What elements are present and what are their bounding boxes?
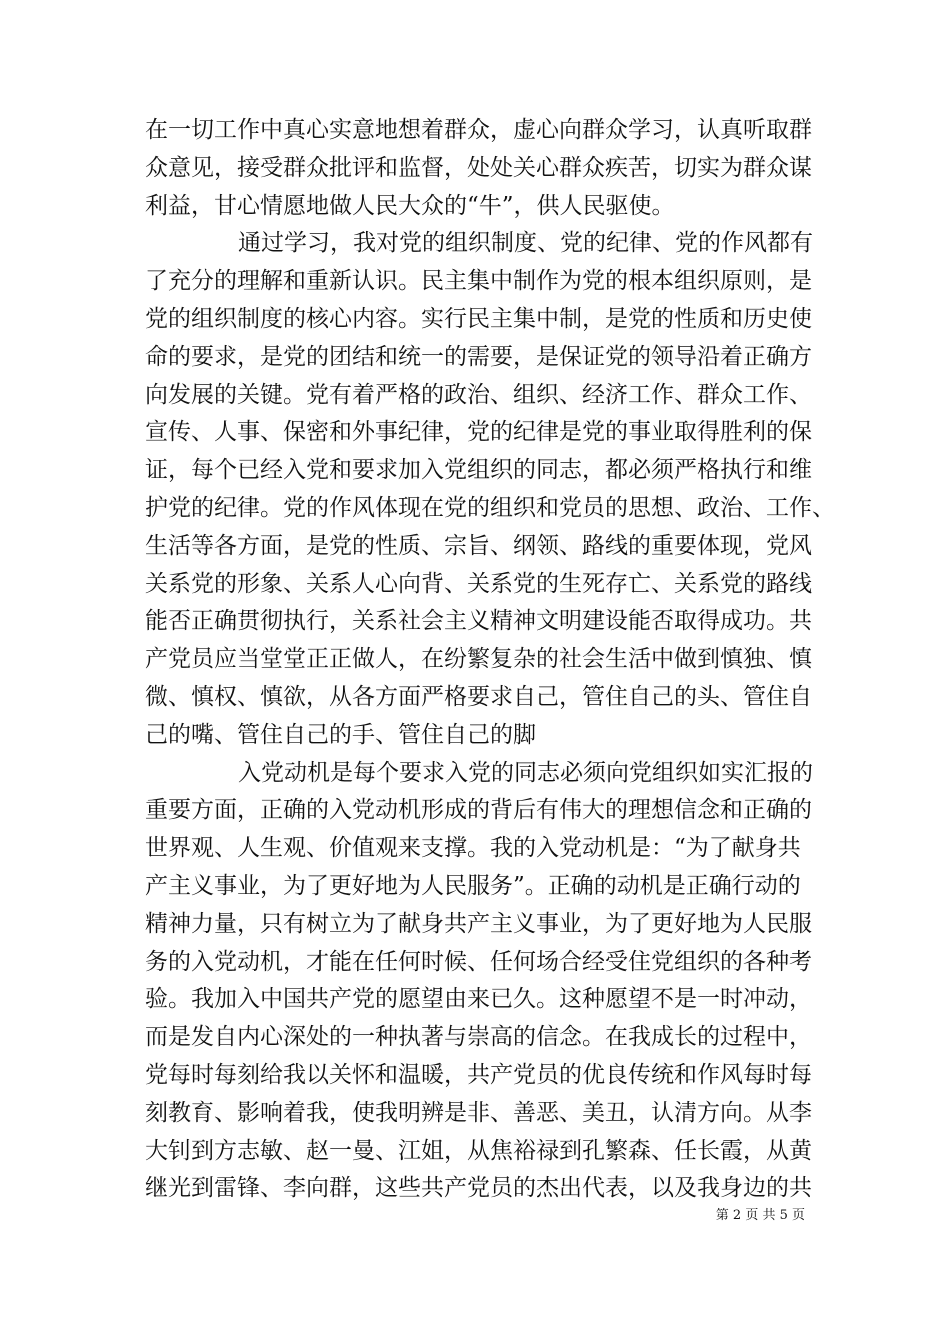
text-line: 党每时每刻给我以关怀和温暖，共产党员的优良传统和作风每时每 — [145, 1061, 812, 1088]
text-line: 关系党的形象、关系人心向背、关系党的生死存亡、关系党的路线 — [145, 570, 812, 597]
text-line: 护党的纪律。党的作风体现在党的组织和党员的思想、政治、工作、 — [145, 494, 835, 521]
text-line: 而是发自内心深处的一种执著与崇高的信念。在我成长的过程中， — [145, 1024, 812, 1051]
text-line: 产党员应当堂堂正正做人，在纷繁复杂的社会生活中做到慎独、慎 — [145, 646, 812, 673]
text-line: 宣传、人事、保密和外事纪律，党的纪律是党的事业取得胜利的保 — [145, 419, 812, 446]
paragraph-start-line: 入党动机是每个要求入党的同志必须向党组织如实汇报的 — [238, 759, 813, 786]
text-line: 了充分的理解和重新认识。民主集中制作为党的根本组织原则，是 — [145, 268, 812, 295]
paragraph-start-line: 通过学习，我对党的组织制度、党的纪律、党的作风都有 — [238, 230, 813, 257]
text-line: 己的嘴、管住自己的手、管住自己的脚 — [145, 721, 536, 748]
text-line: 众意见，接受群众批评和监督，处处关心群众疾苦，切实为群众谋 — [145, 154, 812, 181]
page-number-footer: 第 2 页 共 5 页 — [715, 1208, 805, 1223]
body-text — [145, 112, 835, 1208]
text-line: 向发展的关键。党有着严格的政治、组织、经济工作、群众工作、 — [145, 381, 812, 408]
text-line: 刻教育、影响着我，使我明辨是非、善恶、美丑，认清方向。从李 — [145, 1099, 812, 1126]
text-line: 大钊到方志敏、赵一曼、江姐，从焦裕禄到孔繁森、任长霞，从黄 — [145, 1137, 812, 1164]
text-line: 继光到雷锋、李向群，这些共产党员的杰出代表，以及我身边的共 — [145, 1175, 812, 1202]
text-line: 世界观、人生观、价值观来支撑。我的入党动机是：“为了献身共 — [145, 835, 801, 862]
text-line: 微、慎权、慎欲，从各方面严格要求自己，管住自己的头、管住自 — [145, 683, 812, 710]
text-line: 验。我加入中国共产党的愿望由来已久。这种愿望不是一时冲动， — [145, 986, 812, 1013]
text-line: 生活等各方面，是党的性质、宗旨、纲领、路线的重要体现，党风 — [145, 532, 812, 559]
text-line: 精神力量，只有树立为了献身共产主义事业，为了更好地为人民服 — [145, 910, 812, 937]
text-line: 产主义事业，为了更好地为人民服务”。正确的动机是正确行动的 — [145, 872, 801, 899]
text-line: 利益，甘心情愿地做人民大众的“牛”，供人民驱使。 — [145, 192, 675, 219]
text-line: 重要方面，正确的入党动机形成的背后有伟大的理想信念和正确的 — [145, 797, 812, 824]
text-line: 党的组织制度的核心内容。实行民主集中制，是党的性质和历史使 — [145, 305, 812, 332]
text-line: 在一切工作中真心实意地想着群众，虚心向群众学习，认真听取群 — [145, 117, 812, 143]
text-line: 命的要求，是党的团结和统一的需要，是保证党的领导沿着正确方 — [145, 343, 812, 370]
text-line: 能否正确贯彻执行，关系社会主义精神文明建设能否取得成功。共 — [145, 608, 812, 635]
text-line: 证，每个已经入党和要求加入党组织的同志，都必须严格执行和维 — [145, 457, 812, 484]
text-line: 务的入党动机，才能在任何时候、任何场合经受住党组织的各种考 — [145, 948, 812, 975]
